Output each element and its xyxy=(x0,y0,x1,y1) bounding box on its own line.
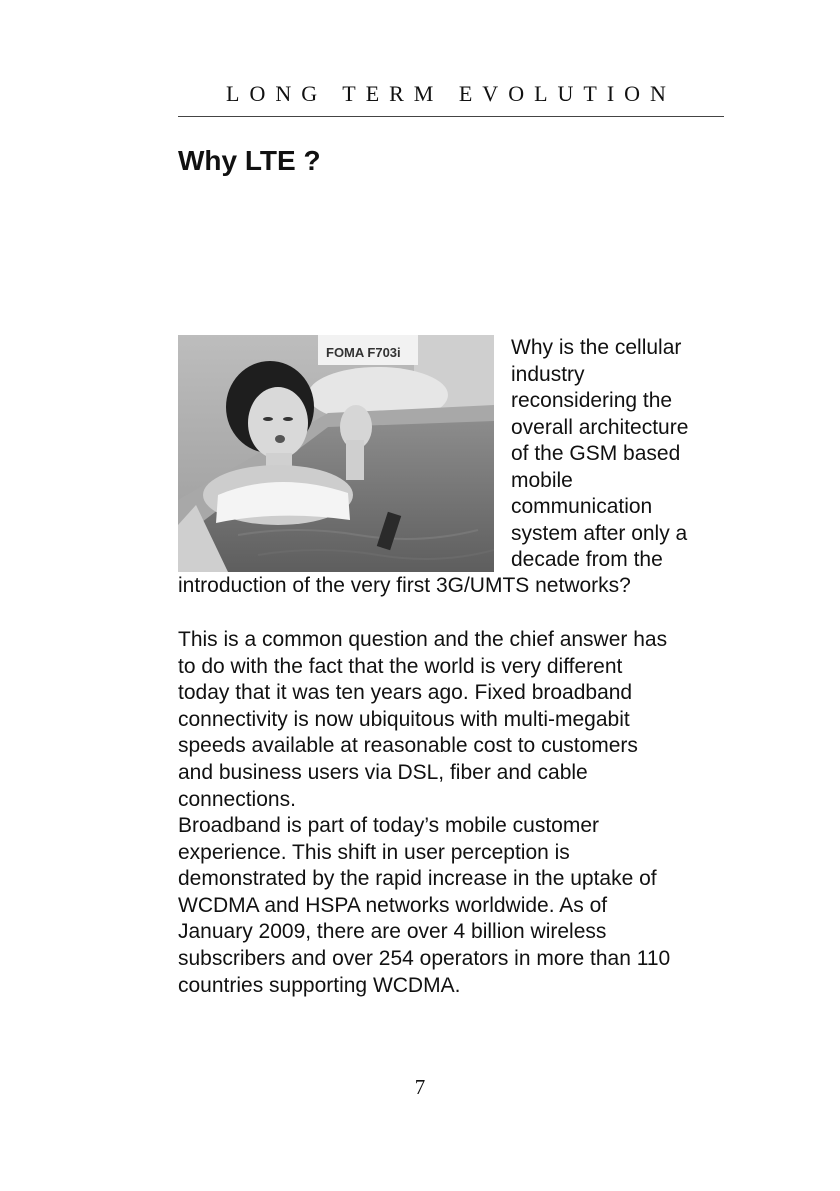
text-line: to do with the fact that the world is very different xyxy=(178,654,623,678)
text-line: today that it was ten years ago. Fixed broadband xyxy=(178,681,633,705)
header-rule xyxy=(178,116,724,117)
text-line: system after only a xyxy=(511,521,688,545)
text-line: reconsidering the xyxy=(511,389,673,412)
text-line: Broadband is part of today’s mobile customer xyxy=(178,814,600,837)
text-line: speeds available at reasonable cost to customers xyxy=(178,734,638,758)
figure-photo xyxy=(178,335,494,572)
running-header: LONG TERM EVOLUTION xyxy=(226,81,676,106)
text-line: industry xyxy=(511,362,585,386)
text-line: and business users via DSL, fiber and cable xyxy=(178,760,588,784)
section-title: Why LTE ? xyxy=(178,145,321,176)
text-line: This is a common question and the chief answer has xyxy=(178,628,668,651)
paragraph-2 xyxy=(178,627,728,813)
text-line: introduction of the very first 3G/UMTS networks? xyxy=(178,574,631,597)
text-line: January 2009, there are over 4 billion wireless xyxy=(178,920,607,944)
text-line: demonstrated by the rapid increase in the uptake of xyxy=(178,867,657,891)
paragraph-1-continuation xyxy=(178,573,728,600)
paragraph-3 xyxy=(178,813,728,999)
text-line: experience. This shift in user perception is xyxy=(178,840,570,864)
paragraph-1-wrapped xyxy=(511,335,726,574)
text-line: WCDMA and HSPA networks worldwide. As of xyxy=(178,893,608,917)
text-line: communication xyxy=(511,495,653,518)
text-line: connections. xyxy=(178,787,296,811)
page-number: 7 xyxy=(414,1075,426,1099)
text-line: overall architecture xyxy=(511,415,689,439)
text-line: connectivity is now ubiquitous with multi-megabit xyxy=(178,707,630,731)
figure-label: FOMA F703i xyxy=(326,345,401,360)
text-line: Why is the cellular xyxy=(511,336,682,359)
text-line: subscribers and over 254 operators in more than 110 xyxy=(178,946,671,970)
text-line: decade from the xyxy=(511,548,663,571)
text-line: countries supporting WCDMA. xyxy=(178,973,461,997)
text-line: mobile xyxy=(511,468,573,492)
text-line: of the GSM based xyxy=(511,442,681,465)
